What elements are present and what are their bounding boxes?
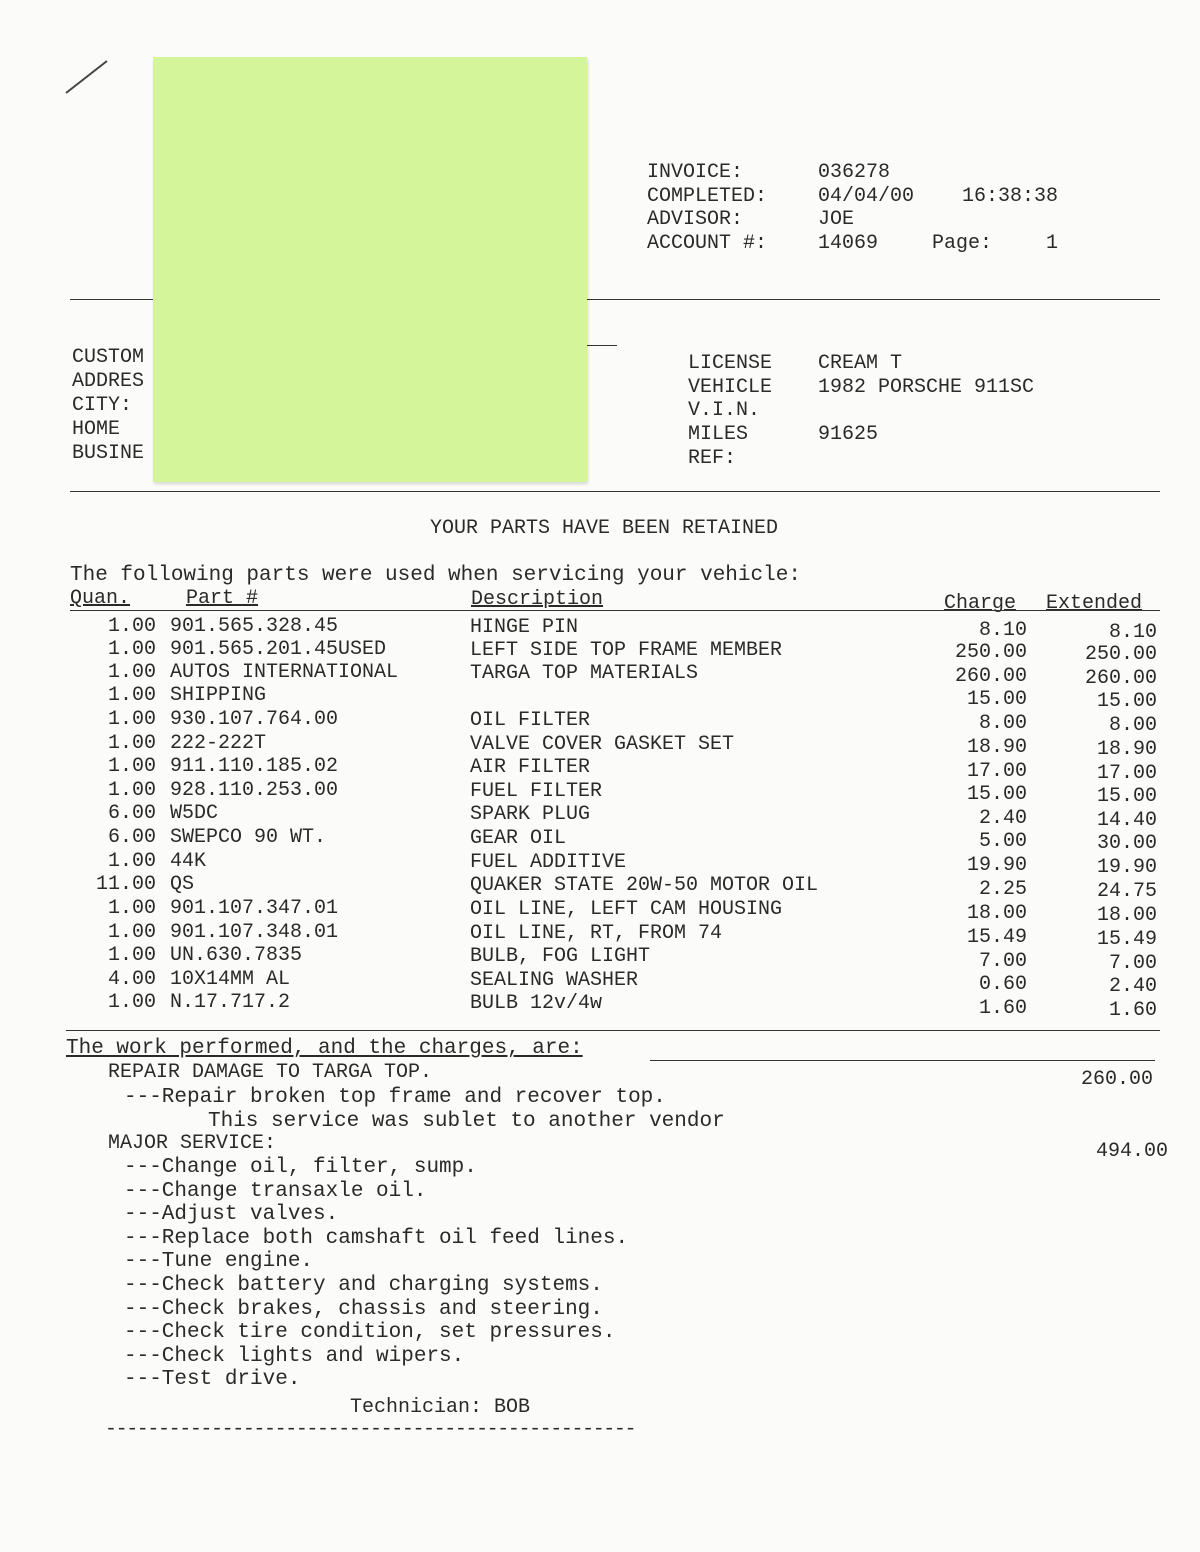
vin-label: V.I.N. — [688, 399, 761, 422]
description-cell: QUAKER STATE 20W-50 MOTOR OIL — [470, 874, 819, 897]
miles-label: MILES — [688, 423, 749, 446]
charge-cell: 1.60 — [978, 997, 1027, 1020]
vehicle-divider — [70, 491, 1160, 492]
pen-mark — [65, 60, 107, 94]
job1-title: REPAIR DAMAGE TO TARGA TOP. — [108, 1061, 433, 1084]
charge-cell: 250.00 — [954, 641, 1027, 664]
work-intro: The work performed, and the charges, are: — [66, 1037, 583, 1060]
part-number-cell: N.17.717.2 — [170, 991, 291, 1014]
quantity-cell: 1.00 — [107, 991, 156, 1014]
description-cell: OIL FILTER — [470, 709, 591, 732]
description-cell: AIR FILTER — [470, 756, 591, 779]
description-cell: SEALING WASHER — [470, 969, 639, 992]
charge-cell: 17.00 — [966, 760, 1027, 783]
job2-line: ---Check lights and wipers. — [124, 1344, 465, 1368]
quantity-cell: 1.00 — [107, 732, 156, 755]
part-number-cell: 901.107.348.01 — [170, 921, 339, 944]
quantity-cell: 4.00 — [107, 968, 156, 991]
charge-cell: 15.00 — [966, 783, 1027, 806]
quantity-cell: 1.00 — [107, 615, 156, 638]
extended-cell: 14.40 — [1096, 809, 1157, 832]
invoice-label: INVOICE: — [647, 161, 744, 184]
job1-amount: 260.00 — [1080, 1068, 1153, 1091]
quantity-cell: 1.00 — [107, 684, 156, 707]
part-number-cell: 930.107.764.00 — [170, 708, 339, 731]
description-cell: SPARK PLUG — [470, 803, 591, 826]
charge-cell: 18.90 — [966, 736, 1027, 759]
header-part: Part # — [186, 587, 259, 610]
advisor-name: JOE — [818, 208, 855, 231]
part-number-cell: SWEPCO 90 WT. — [170, 826, 327, 849]
extended-cell: 1.60 — [1108, 999, 1157, 1022]
extended-cell: 8.00 — [1108, 714, 1157, 737]
job1-line: ---Repair broken top frame and recover top. — [124, 1086, 666, 1109]
charge-cell: 15.49 — [966, 926, 1027, 949]
quantity-cell: 1.00 — [107, 755, 156, 778]
description-cell: HINGE PIN — [470, 616, 579, 639]
miles-value: 91625 — [818, 423, 879, 446]
job2-title: MAJOR SERVICE: — [108, 1132, 277, 1155]
quantity-cell: 1.00 — [107, 638, 156, 661]
header-charge: Charge — [944, 592, 1017, 615]
city-label: CITY: — [72, 394, 133, 417]
customer-box-line — [587, 345, 617, 346]
extended-cell: 8.10 — [1108, 621, 1157, 644]
account-label: ACCOUNT #: — [647, 232, 768, 255]
job2-line: ---Test drive. — [124, 1368, 301, 1392]
charge-cell: 19.90 — [966, 854, 1027, 877]
address-label: ADDRES — [72, 370, 145, 393]
part-number-cell: 44K — [170, 850, 207, 873]
extended-cell: 19.90 — [1096, 856, 1157, 879]
quantity-cell: 11.00 — [95, 873, 156, 896]
parts-intro: The following parts were used when servicing your vehicle: — [70, 564, 801, 587]
license-value: CREAM T — [818, 352, 903, 375]
job2-line: ---Tune engine. — [124, 1250, 314, 1274]
extended-cell: 17.00 — [1096, 762, 1157, 785]
description-cell: GEAR OIL — [470, 827, 567, 850]
description-cell: BULB 12v/4w — [470, 992, 603, 1015]
part-number-cell: 222-222T — [170, 732, 267, 755]
description-cell: FUEL FILTER — [470, 780, 603, 803]
extended-cell: 15.00 — [1096, 785, 1157, 808]
technician: Technician: BOB — [350, 1396, 531, 1419]
quantity-cell: 1.00 — [107, 921, 156, 944]
job2-line: ---Change transaxle oil. — [124, 1179, 427, 1203]
part-number-cell: W5DC — [170, 802, 219, 825]
parts-retained-notice: YOUR PARTS HAVE BEEN RETAINED — [430, 517, 779, 540]
job2-line: ---Adjust valves. — [124, 1203, 339, 1227]
charge-cell: 260.00 — [954, 665, 1027, 688]
quantity-cell: 1.00 — [107, 708, 156, 731]
charge-cell: 5.00 — [978, 830, 1027, 853]
charge-cell: 0.60 — [978, 973, 1027, 996]
parts-header-underline — [70, 610, 1160, 611]
extended-cell: 15.00 — [1096, 690, 1157, 713]
part-number-cell: SHIPPING — [170, 684, 267, 707]
page-label: Page: — [932, 232, 993, 255]
description-cell: VALVE COVER GASKET SET — [470, 733, 735, 756]
extended-cell: 2.40 — [1108, 975, 1157, 998]
part-number-cell: 911.110.185.02 — [170, 755, 339, 778]
charge-cell: 18.00 — [966, 902, 1027, 925]
job2-amount: 494.00 — [1095, 1140, 1168, 1163]
charge-cell: 7.00 — [978, 950, 1027, 973]
page-number: 1 — [1046, 232, 1059, 255]
charge-cell: 8.10 — [978, 619, 1027, 642]
account-number: 14069 — [818, 232, 879, 255]
header-extended: Extended — [1046, 592, 1143, 615]
header-description: Description — [471, 588, 604, 611]
license-label: LICENSE — [688, 352, 773, 375]
job2-line: ---Check brakes, chassis and steering. — [124, 1297, 603, 1321]
part-number-cell: 901.565.328.45 — [170, 615, 339, 638]
job2-line: ---Check battery and charging systems. — [124, 1274, 603, 1297]
sticky-note — [153, 57, 587, 482]
quantity-cell: 1.00 — [107, 779, 156, 802]
part-number-cell: AUTOS INTERNATIONAL — [170, 661, 399, 684]
extended-cell: 15.49 — [1096, 928, 1157, 951]
completed-label: COMPLETED: — [647, 185, 768, 208]
extended-cell: 18.90 — [1096, 738, 1157, 761]
quantity-cell: 6.00 — [107, 826, 156, 849]
completed-time: 16:38:38 — [962, 185, 1059, 208]
description-cell: OIL LINE, RT, FROM 74 — [470, 922, 723, 945]
quantity-cell: 1.00 — [107, 944, 156, 967]
charge-cell: 15.00 — [966, 688, 1027, 711]
description-cell: OIL LINE, LEFT CAM HOUSING — [470, 898, 783, 921]
extended-cell: 24.75 — [1096, 880, 1157, 903]
work-intro-line — [650, 1060, 1155, 1061]
extended-cell: 30.00 — [1096, 832, 1157, 855]
extended-cell: 250.00 — [1084, 643, 1157, 666]
ref-label: REF: — [688, 447, 737, 470]
extended-cell: 18.00 — [1096, 904, 1157, 927]
quantity-cell: 1.00 — [107, 661, 156, 684]
advisor-label: ADVISOR: — [647, 208, 744, 231]
job2-line: ---Check tire condition, set pressures. — [124, 1321, 616, 1345]
description-cell: LEFT SIDE TOP FRAME MEMBER — [470, 639, 783, 662]
invoice-number: 036278 — [818, 161, 891, 184]
completed-date: 04/04/00 — [818, 185, 915, 208]
header-quan: Quan. — [70, 587, 131, 610]
extended-cell: 260.00 — [1084, 667, 1157, 690]
extended-cell: 7.00 — [1108, 952, 1157, 975]
description-cell: FUEL ADDITIVE — [470, 851, 627, 874]
charge-cell: 2.40 — [978, 807, 1027, 830]
closing-dashes: -------------------------------------------------- — [105, 1418, 636, 1441]
quantity-cell: 1.00 — [107, 897, 156, 920]
job2-line: ---Replace both camshaft oil feed lines. — [124, 1226, 629, 1250]
description-cell: TARGA TOP MATERIALS — [470, 662, 699, 685]
parts-end-divider — [66, 1030, 1160, 1031]
vehicle-label: VEHICLE — [688, 376, 773, 399]
quantity-cell: 1.00 — [107, 850, 156, 873]
business-phone-label: BUSINE — [72, 442, 145, 465]
customer-label: CUSTOM — [72, 346, 145, 369]
charge-cell: 2.25 — [978, 878, 1027, 901]
home-phone-label: HOME — [72, 418, 121, 441]
part-number-cell: 901.107.347.01 — [170, 897, 339, 920]
quantity-cell: 6.00 — [107, 802, 156, 825]
part-number-cell: 901.565.201.45USED — [170, 638, 387, 661]
job1-line: This service was sublet to another vendor — [208, 1110, 725, 1133]
part-number-cell: UN.630.7835 — [170, 944, 303, 967]
part-number-cell: QS — [170, 873, 195, 896]
job2-line: ---Change oil, filter, sump. — [124, 1156, 477, 1179]
part-number-cell: 10X14MM AL — [170, 968, 291, 991]
charge-cell: 8.00 — [978, 712, 1027, 735]
description-cell: BULB, FOG LIGHT — [470, 945, 651, 968]
vehicle-value: 1982 PORSCHE 911SC — [818, 376, 1035, 399]
part-number-cell: 928.110.253.00 — [170, 779, 339, 802]
